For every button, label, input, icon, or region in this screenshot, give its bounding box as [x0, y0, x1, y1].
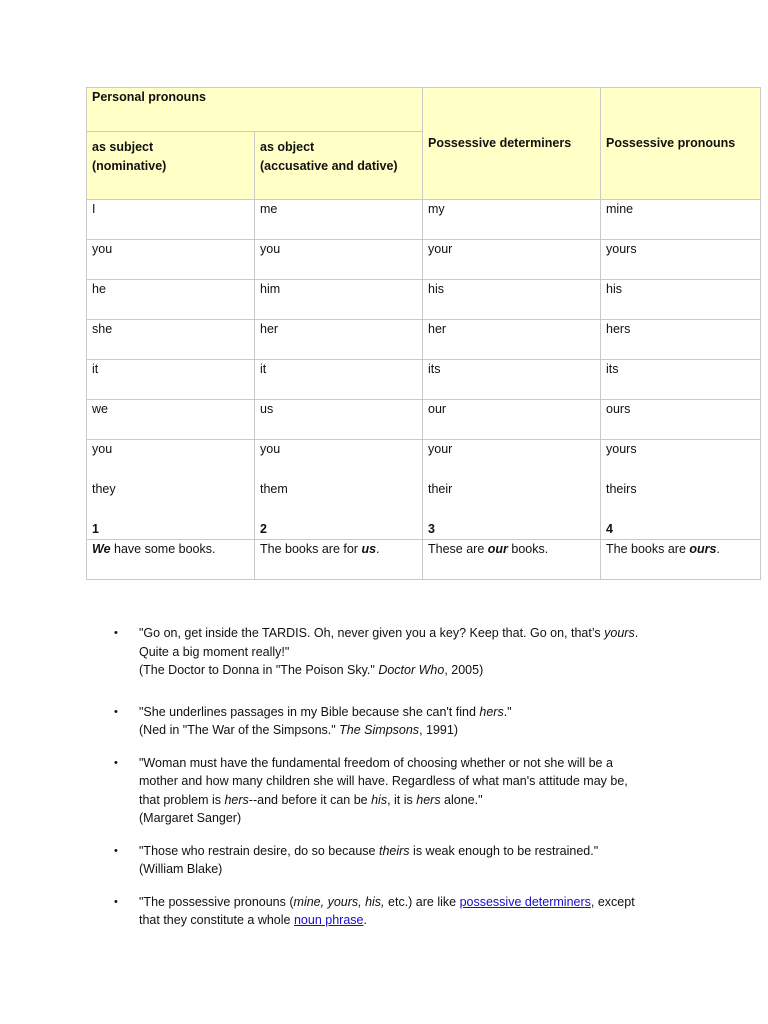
- table-row: [87, 280, 761, 320]
- table-cell: me: [255, 200, 423, 240]
- subject-header: [87, 132, 255, 200]
- column-number: 2: [260, 522, 267, 536]
- table-cell: our: [423, 400, 601, 440]
- quote-attribution: (Ned in "The War of the Simpsons." The Simpsons, 1991): [139, 723, 458, 737]
- table-cell: my: [423, 200, 601, 240]
- pronoun-table: [86, 87, 761, 580]
- cell-line: you: [260, 442, 281, 456]
- emphasis: We: [92, 542, 111, 556]
- table-row: [87, 320, 761, 360]
- table-cell: her: [255, 320, 423, 360]
- table-cell: it: [87, 360, 255, 400]
- bullet-icon: •: [114, 627, 118, 639]
- cell-line: yours: [606, 442, 637, 456]
- possessive-determiners-header: Possessive determiners: [423, 88, 601, 200]
- object-header-line1: as object: [260, 140, 315, 154]
- table-row: [87, 400, 761, 440]
- table-cell: its: [601, 360, 761, 400]
- table-row-plural: [87, 440, 761, 540]
- quote-list: [0, 624, 700, 944]
- example-cell: These are our books.: [423, 540, 601, 580]
- bullet-icon: •: [114, 705, 118, 718]
- table-cell: his: [601, 280, 761, 320]
- quote-item: • "The possessive pronouns (mine, yours, his, etc.) are like possessive determiners, except that they constitute a whole noun phrase.: [114, 894, 635, 927]
- example-cell: We have some books.: [87, 540, 255, 580]
- table-cell: your: [423, 240, 601, 280]
- table-row: [87, 360, 761, 400]
- quote-item: • "Those who restrain desire, do so because theirs is weak enough to be restrained." (William Blake): [0, 842, 700, 879]
- noun-phrase-link[interactable]: noun phrase: [293, 913, 364, 927]
- cell-line: theirs: [606, 482, 637, 496]
- quote-item: • "She underlines passages in my Bible because she can't find hers." (Ned in "The War of the Simpsons." The Simpsons, 1991): [0, 703, 700, 740]
- cell-line: your: [428, 442, 453, 456]
- column-number: 4: [606, 522, 613, 536]
- quote-attribution: (William Blake): [139, 862, 223, 876]
- cell-line: them: [260, 482, 288, 496]
- table-cell: yours: [601, 240, 761, 280]
- table-cell: his: [423, 280, 601, 320]
- quote-item: • "Woman must have the fundamental freedom of choosing whether or not she will be a mother and how many children she will have. Regardless of what man's attitude may be, that problem is hers--and before it can be his, it is hers alone." (Margaret Sanger): [0, 754, 700, 828]
- table-cell: [87, 440, 255, 540]
- table-cell: mine: [601, 200, 761, 240]
- table-cell: [255, 440, 423, 540]
- table-cell: [601, 440, 761, 540]
- table-cell: us: [255, 400, 423, 440]
- table-example-row: [87, 540, 761, 580]
- quote-attribution: (Margaret Sanger): [139, 811, 242, 825]
- table-cell: you: [87, 240, 255, 280]
- bullet-icon: •: [114, 895, 118, 908]
- table-row: [87, 200, 761, 240]
- table-row: [87, 240, 761, 280]
- table-cell: her: [423, 320, 601, 360]
- bullet-icon: •: [114, 756, 118, 769]
- column-number: 3: [428, 522, 435, 536]
- subject-header-line1: as subject: [92, 140, 154, 154]
- object-header: [255, 132, 423, 200]
- cell-line: you: [92, 442, 113, 456]
- table-cell: ours: [601, 400, 761, 440]
- bullet-icon: •: [114, 844, 118, 857]
- table-cell: I: [87, 200, 255, 240]
- cell-line: they: [92, 482, 116, 496]
- table-cell: its: [423, 360, 601, 400]
- table-cell: you: [255, 240, 423, 280]
- example-cell: The books are for us.: [255, 540, 423, 580]
- table-cell: she: [87, 320, 255, 360]
- table-cell: he: [87, 280, 255, 320]
- emphasis: our: [487, 542, 508, 556]
- possessive-pronouns-header: Possessive pronouns: [601, 88, 761, 200]
- quote-item: • "Go on, get inside the TARDIS. Oh, never given you a key? Keep that. Go on, that’s yours. Quite a big moment really!" (The Doctor to Donna in "The Poison Sky." Doctor Who, 2005): [0, 624, 700, 680]
- example-cell: The books are ours.: [601, 540, 761, 580]
- table-header-row: [87, 88, 761, 132]
- cell-line: their: [428, 482, 453, 496]
- emphasis: ours: [689, 542, 717, 556]
- table-cell: [423, 440, 601, 540]
- table-cell: we: [87, 400, 255, 440]
- personal-pronouns-header: Personal pronouns: [87, 88, 423, 132]
- table-cell: it: [255, 360, 423, 400]
- column-number: 1: [92, 522, 99, 536]
- quote-attribution: (The Doctor to Donna in "The Poison Sky." Doctor Who, 2005): [139, 663, 484, 677]
- table-cell: hers: [601, 320, 761, 360]
- emphasis: us: [361, 542, 377, 556]
- possessive-determiners-link[interactable]: possessive determiners: [459, 894, 591, 909]
- subject-header-line2: (nominative): [92, 159, 167, 173]
- table-cell: him: [255, 280, 423, 320]
- object-header-line2: (accusative and dative): [260, 159, 398, 173]
